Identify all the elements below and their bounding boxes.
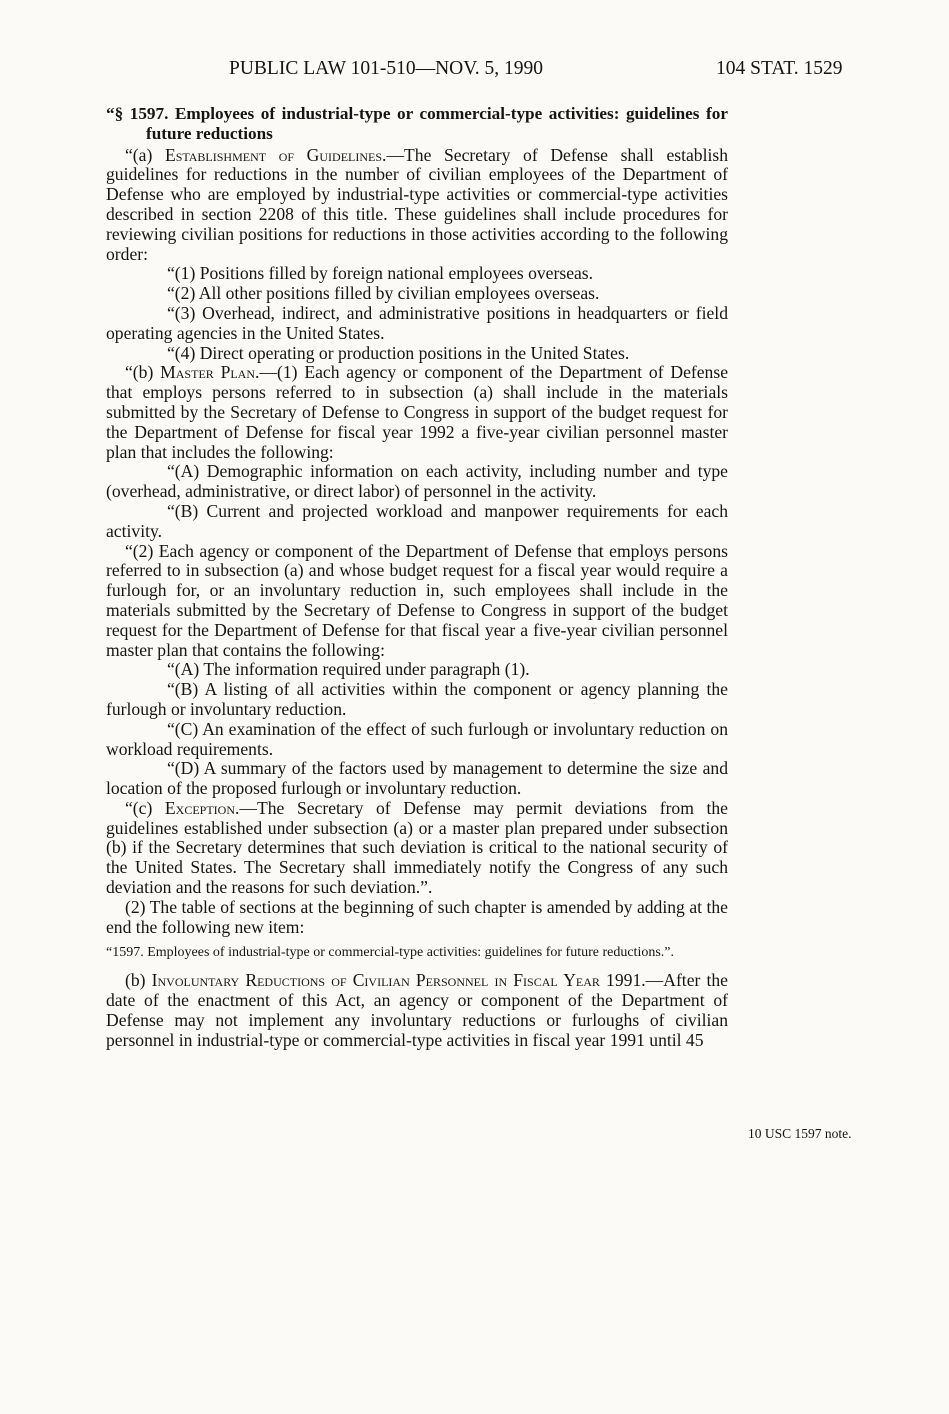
statute-text xyxy=(106,104,728,1051)
subsection-b-title: Involuntary Reductions of Civilian Personnel in Fiscal Year 1991 xyxy=(151,970,642,991)
public-law-citation: PUBLIC LAW 101-510—NOV. 5, 1990 xyxy=(229,58,544,79)
subsection-b-title: Master Plan xyxy=(160,362,256,383)
list-item: “(A) Demographic information on each activity, including number and type (overhead, administrative, or direct labor) of personnel in the activity. xyxy=(106,461,728,502)
list-item: “(4) Direct operating or production positions in the United States. xyxy=(167,342,630,363)
list-item: “(C) An examination of the effect of such furlough or involuntary reduction on workload requirements. xyxy=(106,718,728,759)
margin-note: 10 USC 1597 note. xyxy=(748,1126,852,1141)
list-item: “(B) Current and projected workload and manpower requirements for each activity. xyxy=(106,500,728,541)
subsection-c: “(c) Exception.—The Secretary of Defense may permit deviations from the guidelines established under subsection (a) or a master plan prepared under subsection (b) if the Secretary determines that such deviation is critical to the national security of the United States. The Secretary shall immediately notify the Congress of any such deviation and the reasons for such deviation.”. xyxy=(106,797,728,898)
table-of-sections-item: “1597. Employees of industrial-type or commercial-type activities: guidelines for future reductions.”. xyxy=(106,945,674,961)
list-item: “(D) A summary of the factors used by management to determine the size and location of the proposed furlough or involuntary reduction. xyxy=(106,758,728,799)
list-item: “(B) A listing of all activities within the component or agency planning the furlough or involuntary reduction. xyxy=(106,679,728,719)
running-header xyxy=(0,58,949,88)
subsection-b-involuntary-reductions: (b) Involuntary Reductions of Civilian Personnel in Fiscal Year 1991.—After the date of the enactment of this Act, an agency or component of the Department of Defense may not implement any involuntary reductions or furloughs of civilian personnel in industrial-type or commercial-type activities in fiscal year 1991 until 45 xyxy=(106,970,728,1050)
subsection-b-paragraph-2: “(2) Each agency or component of the Department of Defense that employs persons referred to in subsection (a) and whose budget request for a fiscal year would require a furlough for, or an involuntary reduction in, such employees shall include in the materials submitted by the Secretary of Defense to Congress in support of the budget request for the Department of Defense for that fiscal year a five-year civilian personnel master plan that contains the following: xyxy=(106,540,728,660)
subsection-b: “(b) Master Plan.—(1) Each agency or component of the Department of Defense that employs persons referred to in subsection (a) shall include in the materials submitted by the Secretary of Defense to Congress in support of the budget request for the Department of Defense for fiscal year 1992 a five-year civilian personnel master plan that includes the following: xyxy=(106,362,729,462)
paragraph-2: (2) The table of sections at the beginning of such chapter is amended by adding at the end the following new item: xyxy=(106,896,728,937)
subsection-a-title: Establishment of Guidelines xyxy=(164,144,383,165)
section-heading: “§ 1597. Employees of industrial-type or commercial-type activities: guidelines for future reductions xyxy=(106,104,728,143)
list-item: “(1) Positions filled by foreign national employees overseas. xyxy=(167,263,594,284)
list-item: “(3) Overhead, indirect, and administrative positions in headquarters or field operating agencies in the United States. xyxy=(106,302,728,343)
list-item: “(2) All other positions filled by civilian employees overseas. xyxy=(167,283,600,304)
subsection-c-title: Exception xyxy=(164,797,236,818)
list-item: “(A) The information required under paragraph (1). xyxy=(167,659,530,680)
subsection-a: “(a) Establishment of Guidelines.—The Secretary of Defense shall establish guidelines for reductions in the number of civilian employees of the Department of Defense who are employed by industrial-type activities or commercial-type activities described in section 2208 of this title. These guidelines shall include procedures for reviewing civilian positions for reductions in those activities according to the following order: xyxy=(106,144,729,264)
statute-page-number: 104 STAT. 1529 xyxy=(716,58,843,79)
